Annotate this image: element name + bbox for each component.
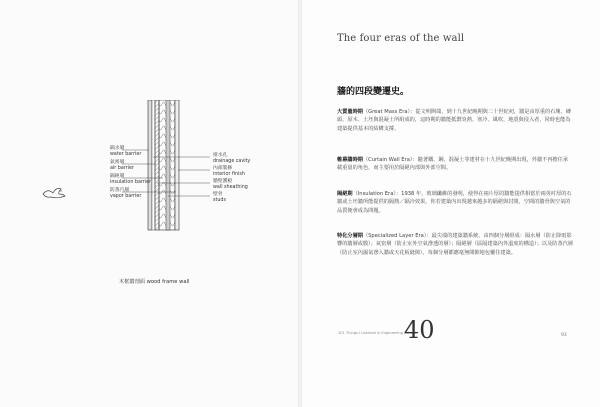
label-studs-en: studs <box>213 198 226 203</box>
drainage-cavity-layer <box>152 100 155 230</box>
era-term: 特化分層期 <box>337 233 363 239</box>
label-insulation-barrier-cn: 隔絕層 <box>110 174 125 179</box>
era-term: 隔絕期 <box>337 191 353 197</box>
bird-sketch-icon <box>41 185 67 203</box>
era-term-en: （Great Mass Era） <box>362 109 411 115</box>
era-term-en: （Insulation Era） <box>352 191 396 197</box>
label-water-barrier-cn: 隔水層 <box>110 146 125 151</box>
label-interior-finish-cn: 內部裝修 <box>213 166 233 171</box>
label-drainage-cavity-en: drainage cavity <box>213 159 251 164</box>
label-insulation-barrier-en: insulation barrier <box>110 180 151 185</box>
era-paragraph <box>337 190 573 215</box>
sheathing-layer <box>155 100 159 230</box>
label-water-barrier-en: water barrier <box>110 152 142 157</box>
era-term-en: （Specialized Layer Era） <box>362 233 427 239</box>
diagram-caption: 木框牆剖面 wood frame wall <box>119 279 190 285</box>
page-number: 93 <box>561 333 567 338</box>
label-vapor-barrier-en: vapor barrier <box>110 194 142 199</box>
book-title-footer: 101 Things I Learned in Engineering School <box>338 331 416 335</box>
era-paragraph <box>337 156 573 173</box>
book-gutter <box>298 0 302 407</box>
interior-finish-layer <box>175 100 179 230</box>
label-air-barrier-cn: 氣密層 <box>110 160 125 165</box>
era-term: 帷幕牆時期 <box>337 157 363 163</box>
chapter-title-english: The four eras of the wall <box>337 33 465 44</box>
siding-layer <box>148 100 152 230</box>
label-interior-finish-en: interior finish <box>213 172 245 177</box>
era-text: ：隨著鐵、鋼、混凝土等建材在十九世紀晚期出現，外牆不再擔任承載重量的角色，而主要用於隔絕內部與外部空間。 <box>337 157 569 172</box>
wall-section-diagram <box>60 100 270 260</box>
era-paragraph <box>337 108 573 133</box>
stud-layer <box>166 100 170 230</box>
label-vapor-barrier-cn: 防蒸汽層 <box>110 188 130 193</box>
era-text: ：最尖端的建築牆系統，由四個分層組成：隔水層（防止降雨影響的牆層或膜）；氣密層（防止室外空氣滲透的層）；隔絕層（區隔建築內外溫度的構造）；以及防蒸汽層（防止室內濕氣滲入牆或天花板縫隙），每個分層都應毫無間隙地包覆住建築。 <box>337 233 574 256</box>
label-wall-sheathing-en: wall sheathing <box>213 185 248 190</box>
chapter-title-chinese: 牆的四段變遷史。 <box>337 87 410 97</box>
lesson-number: 40 <box>404 316 435 344</box>
label-drainage-cavity-cn: 排水孔 <box>213 153 228 158</box>
label-studs-cn: 壁骨 <box>213 192 223 197</box>
era-term: 大質量時期 <box>337 109 363 115</box>
label-wall-sheathing-cn: 牆壁護板 <box>213 179 233 184</box>
era-text: ：從文明開端，到十九世紀晚期與二十世紀初，牆是由厚重的石塊、磚頭、原木、土坯與混凝土所組成的，這時期的牆能抵禦炎熱、寒冷、風吹、地震與侵入者，同時也能為建築提供基本的結構支撐。 <box>337 109 571 132</box>
label-air-barrier-en: air barrier <box>110 166 134 171</box>
era-term-en: （Curtain Wall Era） <box>362 157 413 163</box>
era-paragraph <box>337 232 573 257</box>
era-text: ：1938 年，玻璃纖維的發明，使得在兩片厚的牆能提供相當於兩英吋厚的石牆或土坯牆所能提供的隔熱／隔冷效果。你若建築內出現越來越多的隔絕與封閉，空間的牆骨與空氣的品質便會成為問題。 <box>337 191 572 214</box>
